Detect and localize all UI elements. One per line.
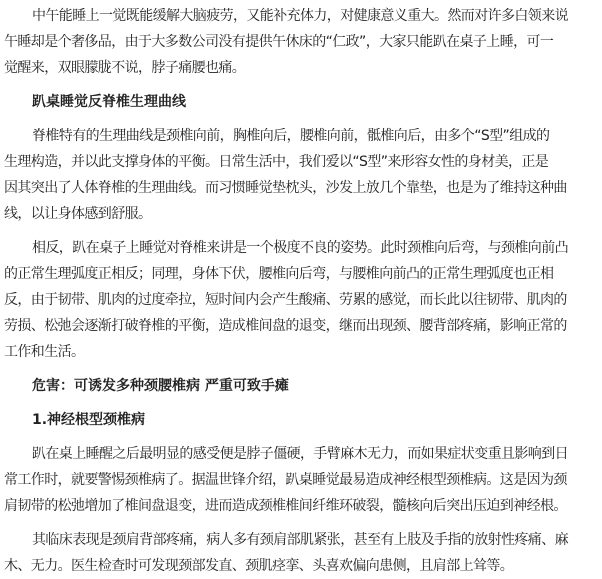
text-line: 觉醒来，双眼朦胧不说，脖子痛腰也痛。 bbox=[4, 60, 246, 76]
paragraph-bad-posture bbox=[4, 235, 602, 365]
text-line: 午睡却是个奢侈品，由于大多数公司没有提供午休床的“仁政”，大家只能趴在桌子上睡，可一 bbox=[4, 34, 554, 50]
subsection-heading: 1.神经根型颈椎病 bbox=[32, 412, 146, 428]
text-line: 相反，趴在桌子上睡觉对脊椎来讲是一个极度不良的姿势。此时颈椎向后弯，与颈椎向前凸 bbox=[32, 240, 568, 256]
paragraph-intro bbox=[4, 3, 602, 81]
text-line: 的正常生理弧度正相反；同理，身体下伏，腰椎向后弯，与腰椎向前凸的正常生理弧度也正相 bbox=[4, 266, 554, 282]
text-line: 常工作时，就要警惕颈椎病了。据温世锋介绍，趴桌睡觉最易造成神经根型颈椎病。这是因为颈 bbox=[4, 472, 567, 488]
paragraph-spine-curve bbox=[4, 123, 602, 227]
text-line: 木、无力。医生检查时可发现颈部发直、颈肌痉挛、头喜欢偏向患侧，且肩部上耸等。 bbox=[4, 558, 514, 574]
text-line: 反，由于韧带、肌肉的过度牵拉，短时间内会产生酸痛、劳累的感觉，而长此以往韧带、肌肉的 bbox=[4, 292, 567, 308]
paragraph-clinical bbox=[4, 527, 602, 579]
text-line: 生理构造，并以此支撑身体的平衡。日常生活中，我们爱以“S型”来形容女性的身材美，正是 bbox=[4, 154, 549, 170]
text-line: 线，以让身体感到舒服。 bbox=[4, 206, 152, 222]
section-heading: 趴桌睡觉反脊椎生理曲线 bbox=[32, 94, 186, 110]
paragraph-symptoms bbox=[4, 441, 602, 519]
text-line: 工作和生活。 bbox=[4, 344, 85, 360]
section-heading: 危害：可诱发多种颈腰椎病 严重可致手瘫 bbox=[32, 378, 289, 394]
text-line: 中午能睡上一觉既能缓解大脑疲劳，又能补充体力，对健康意义重大。然而对许多白领来说 bbox=[32, 8, 568, 24]
text-line: 脊椎特有的生理曲线是颈椎向前，胸椎向后，腰椎向前，骶椎向后，由多个“S型”组成的 bbox=[32, 128, 550, 144]
text-line: 其临床表现是颈肩背部疼痛，病人多有颈肩部肌紧张，甚至有上肢及手指的放射性疼痛、麻 bbox=[32, 532, 568, 548]
text-line: 肩韧带的松弛增加了椎间盘退变，进而造成颈椎椎间纤维环破裂，髓核向后突出压迫到神经根。 bbox=[4, 498, 567, 514]
text-line: 趴在桌上睡醒之后最明显的感受便是脖子僵硬，手臂麻木无力，而如果症状变重且影响到日 bbox=[32, 446, 568, 462]
text-line: 劳损、松弛会逐渐打破脊椎的平衡，造成椎间盘的退变，继而出现颈、腰背部疼痛，影响正常的 bbox=[4, 318, 567, 334]
text-line: 因其突出了人体脊椎的生理曲线。而习惯睡觉垫枕头，沙发上放几个靠垫，也是为了维持这种曲 bbox=[4, 180, 567, 196]
